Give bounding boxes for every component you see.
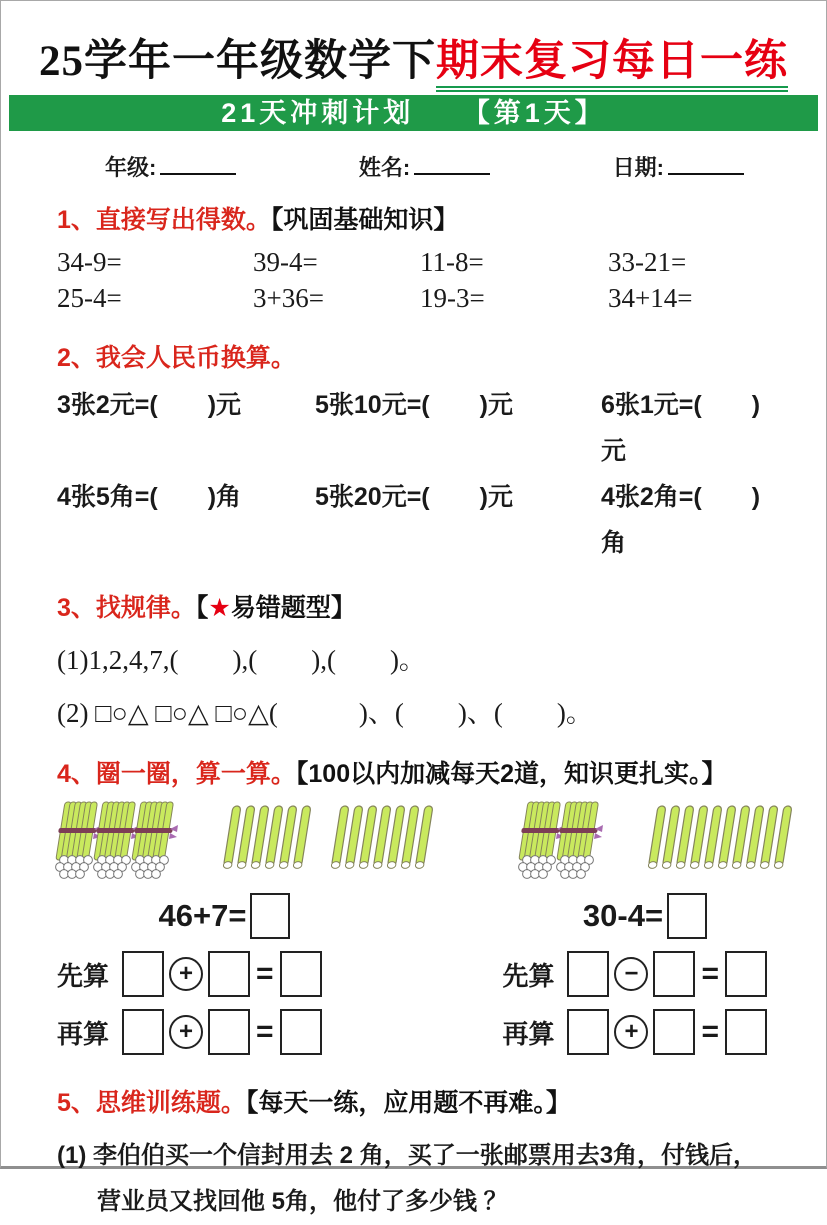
section1-problems — [57, 244, 770, 316]
section3-heading-note: 易错题型】 — [230, 594, 356, 622]
first-step-row — [57, 939, 770, 997]
problem[interactable]: 4张2角=( )角 — [601, 483, 761, 557]
answer-box[interactable] — [208, 1009, 250, 1055]
circled-minus-icon: − — [614, 957, 648, 991]
problem[interactable]: 33-21= — [608, 247, 687, 277]
section5-heading — [57, 1083, 770, 1119]
equation-left — [57, 893, 392, 939]
answer-box[interactable] — [280, 951, 322, 997]
equals-sign: = — [256, 1015, 274, 1048]
right-first-step — [502, 951, 770, 997]
name-blank[interactable] — [414, 153, 490, 175]
section4-heading — [57, 754, 770, 790]
section3-heading-red: 3、找规律。 — [57, 594, 196, 622]
answer-box[interactable] — [653, 1009, 695, 1055]
name-field — [359, 151, 490, 182]
circled-plus-icon: + — [614, 1015, 648, 1049]
section1-heading-note: 【巩固基础知识】 — [270, 206, 459, 234]
equals-sign: = — [701, 957, 719, 990]
section5-heading-red: 5、思维训练题。 — [57, 1089, 246, 1117]
word-problem-line2: 营业员又找回他 5角，他付了多少钱 ？ — [97, 1188, 508, 1215]
grade-blank[interactable] — [160, 153, 236, 175]
answer-box[interactable] — [667, 893, 707, 939]
left-first-step — [57, 951, 325, 997]
second-step-label: 再算 — [57, 1018, 110, 1049]
equals-sign: = — [256, 957, 274, 990]
sticks-image-right — [520, 802, 770, 891]
problem[interactable]: 34-9= — [57, 247, 122, 277]
answer-box[interactable] — [122, 951, 164, 997]
name-label: 姓名: — [358, 155, 411, 180]
first-step-label: 先算 — [57, 960, 110, 991]
equation-row — [57, 893, 770, 939]
problem[interactable]: 3+36= — [253, 283, 324, 313]
equation-right — [520, 893, 770, 939]
problem[interactable]: 11-8= — [420, 247, 484, 277]
title-black-part: 25学年一年级数学下 — [39, 38, 436, 85]
first-step-label: 先算 — [502, 960, 555, 991]
date-field — [613, 151, 744, 182]
second-step-label: 再算 — [502, 1018, 555, 1049]
circled-plus-icon: + — [169, 957, 203, 991]
section2-problems — [57, 382, 770, 566]
section3-heading — [57, 588, 770, 624]
word-problem-line1: 李伯伯买一个信封用去 2 角，买了一张邮票用去3角，付钱后， — [93, 1142, 758, 1169]
circled-plus-icon: + — [169, 1015, 203, 1049]
answer-box[interactable] — [208, 951, 250, 997]
right-second-step — [502, 1009, 770, 1055]
answer-box[interactable] — [567, 951, 609, 997]
section4-heading-note: 【100以内加减每天2道，知识更扎实。】 — [295, 760, 727, 788]
section5-heading-note: 【每天一练，应用题不再难。】 — [245, 1089, 571, 1117]
equation-left-text: 46+7= — [158, 898, 247, 933]
pattern-item-2[interactable]: (2) □○△ □○△ □○△( )、( )、( )。 — [57, 698, 593, 728]
problem[interactable]: 5张20元=( )元 — [315, 483, 513, 511]
answer-box[interactable] — [122, 1009, 164, 1055]
answer-box[interactable] — [653, 951, 695, 997]
section1-heading-red: 1、直接写出得数。 — [57, 206, 271, 234]
plan-banner: 21天冲刺计划 【第1天】 — [9, 95, 818, 131]
sticks-row — [57, 802, 770, 891]
equals-sign: = — [701, 1015, 719, 1048]
star-icon: ★ — [208, 594, 231, 622]
second-step-row — [57, 997, 770, 1055]
problem[interactable]: 39-4= — [253, 247, 318, 277]
pattern-item-1[interactable]: (1)1,2,4,7,( ),( ),( )。 — [57, 645, 426, 675]
problem[interactable]: 25-4= — [57, 283, 122, 313]
problem[interactable]: 19-3= — [420, 283, 485, 313]
student-info-row — [57, 131, 770, 182]
answer-box[interactable] — [567, 1009, 609, 1055]
grade-field — [105, 151, 236, 182]
answer-box[interactable] — [280, 1009, 322, 1055]
date-blank[interactable] — [668, 153, 744, 175]
title-red-part: 期末复习每日一练 — [436, 38, 788, 92]
word-problem-1 — [57, 1133, 770, 1225]
equation-right-text: 30-4= — [582, 898, 664, 933]
grade-label: 年级: — [105, 155, 157, 180]
problem[interactable]: 5张10元=( )元 — [315, 391, 513, 419]
word-problem-prefix: (1) — [57, 1142, 87, 1169]
page-title — [1, 27, 826, 88]
section2-heading — [57, 338, 770, 374]
left-second-step — [57, 1009, 325, 1055]
answer-box[interactable] — [725, 1009, 767, 1055]
problem[interactable]: 3张2元=( )元 — [57, 391, 242, 419]
problem[interactable]: 4张5角=( )角 — [57, 483, 242, 511]
sticks-image-left — [57, 802, 392, 891]
answer-box[interactable] — [250, 893, 290, 939]
answer-box[interactable] — [725, 951, 767, 997]
section1-heading — [57, 200, 770, 236]
section4-heading-red: 4、圈一圈，算一算。 — [57, 760, 296, 788]
date-label: 日期: — [612, 155, 664, 180]
section3-bracket: 【 — [195, 594, 209, 622]
problem[interactable]: 34+14= — [608, 283, 693, 313]
problem[interactable]: 6张1元=( )元 — [601, 391, 761, 465]
section2-heading-red: 2、我会人民币换算。 — [57, 344, 296, 372]
